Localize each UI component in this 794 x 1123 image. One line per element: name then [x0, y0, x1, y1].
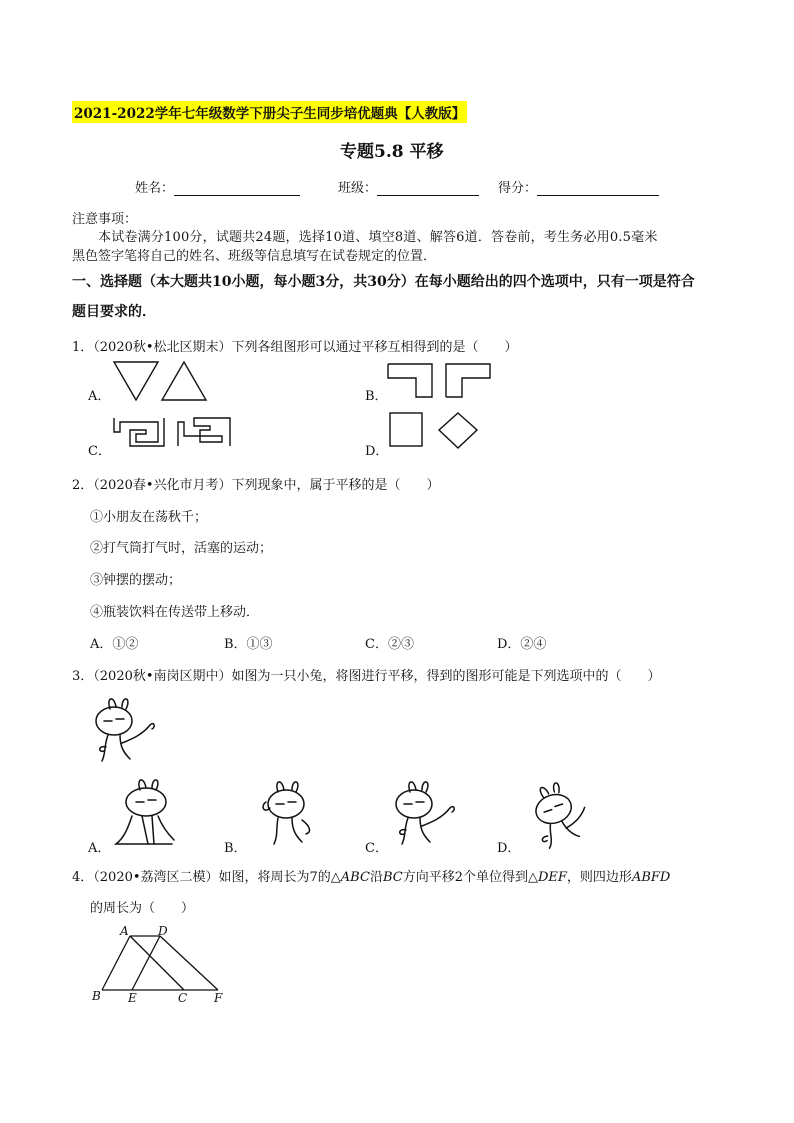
point-label-c: C	[178, 991, 188, 1005]
series-banner: 2021-2022学年七年级数学下册尖子生同步培优题典【人教版】	[72, 101, 467, 123]
diamond-shape	[439, 413, 477, 448]
segment-ab	[102, 936, 130, 990]
page-title: 专题5.8 平移	[340, 142, 444, 162]
class-label: 班级：	[338, 181, 378, 196]
q4-def: DEF	[537, 870, 567, 885]
l-shape-right	[446, 364, 490, 397]
spiral-shape-left	[114, 418, 164, 446]
q1-stem: 1．（2020秋•松北区期末）下列各组图形可以通过平移互相得到的是（ ）	[72, 340, 518, 355]
q4-stem-line-1	[72, 866, 670, 885]
score-blank[interactable]	[537, 181, 659, 196]
segment-de	[132, 936, 160, 990]
q1-option-d-label[interactable]: D．	[365, 444, 389, 459]
q2-option-b[interactable]: B．①③	[224, 637, 273, 652]
q4-translation-diagram	[92, 922, 232, 1004]
q3-option-c-label[interactable]: C．	[365, 841, 388, 856]
q4-stem-c: 方向平移2个单位得到△	[402, 870, 538, 885]
q4-abfd: ABFD	[631, 870, 671, 885]
q2-option-d[interactable]: D．②④	[497, 637, 547, 652]
name-label: 姓名：	[135, 181, 175, 196]
name-blank[interactable]	[174, 181, 300, 196]
segment-df	[160, 936, 218, 990]
triangle-up-shape	[162, 362, 206, 400]
point-label-e: E	[128, 991, 137, 1005]
q1-option-d-figure	[388, 410, 482, 452]
notice-line-2: 黑色签字笔将自己的姓名、班级等信息填写在试卷规定的位置．	[72, 249, 437, 264]
q4-bc: BC	[382, 870, 403, 885]
triangle-down-shape	[114, 362, 158, 400]
q3-option-d-label[interactable]: D．	[497, 841, 521, 856]
segment-ac	[130, 936, 184, 990]
q1-option-c-figure	[112, 416, 236, 452]
q4-stem-b: 沿	[369, 870, 383, 885]
q1-option-c-label[interactable]: C．	[88, 444, 111, 459]
q3-option-a-label[interactable]: A．	[88, 841, 111, 856]
q4-abc: ABC	[340, 870, 370, 885]
section-heading-line-1: 一、选择题（本大题共10小题，每小题3分，共30分）在每小题给出的四个选项中，只有一项是符合	[72, 274, 695, 290]
q2-item-2: ②打气筒打气时，活塞的运动；	[90, 541, 273, 556]
q2-item-4: ④瓶装饮料在传送带上移动．	[90, 605, 260, 620]
q2-option-c[interactable]: C．②③	[365, 637, 414, 652]
q4-stem-d: ，则四边形	[566, 870, 632, 885]
q4-stem-line-2: 的周长为（ ）	[90, 901, 195, 916]
l-shape-left	[388, 364, 432, 397]
point-label-d: D	[158, 924, 168, 938]
rabbit-original-figure	[90, 695, 160, 767]
notice-heading: 注意事项：	[72, 212, 138, 227]
point-label-f: F	[214, 991, 223, 1005]
score-field[interactable]	[498, 177, 659, 196]
class-blank[interactable]	[377, 181, 479, 196]
q2-item-1: ①小朋友在荡秋千；	[90, 510, 208, 525]
q3-option-b-figure	[258, 778, 328, 850]
q2-option-a[interactable]: A．①②	[90, 637, 139, 652]
spiral-shape-right	[178, 418, 230, 446]
score-label: 得分：	[498, 181, 538, 196]
class-field[interactable]	[338, 177, 479, 196]
section-heading-line-2: 题目要求的．	[72, 304, 156, 320]
q1-option-b-figure	[386, 362, 492, 400]
q2-stem: 2．（2020春•兴化市月考）下列现象中，属于平移的是（ ）	[72, 478, 440, 493]
q1-option-a-figure	[112, 360, 207, 402]
q3-option-d-figure	[522, 780, 596, 852]
q3-stem: 3．（2020秋•南岗区期中）如图为一只小兔，将图进行平移，得到的图形可能是下列选项中的（ ）	[72, 669, 661, 684]
q3-option-b-label[interactable]: B．	[224, 841, 247, 856]
q3-option-a-figure	[112, 776, 182, 848]
name-field[interactable]	[135, 177, 300, 196]
square-shape	[390, 413, 422, 446]
point-label-a: A	[120, 924, 129, 938]
q2-item-3: ③钟摆的摆动；	[90, 573, 182, 588]
rabbit-body	[102, 735, 130, 761]
notice-line-1: 本试卷满分100分，试题共24题，选择10道、填空8道、解答6道．答卷前，考生务必用0.5毫米	[98, 230, 658, 245]
rabbit-head	[96, 707, 132, 735]
point-label-b: B	[92, 989, 101, 1003]
q3-option-c-figure	[390, 778, 460, 850]
rabbit-arm	[122, 724, 154, 743]
q4-stem-a: 4．（2020•荔湾区二模）如图，将周长为7的△	[72, 870, 341, 885]
q1-option-a-label[interactable]: A．	[88, 389, 111, 404]
q1-option-b-label[interactable]: B．	[365, 389, 388, 404]
